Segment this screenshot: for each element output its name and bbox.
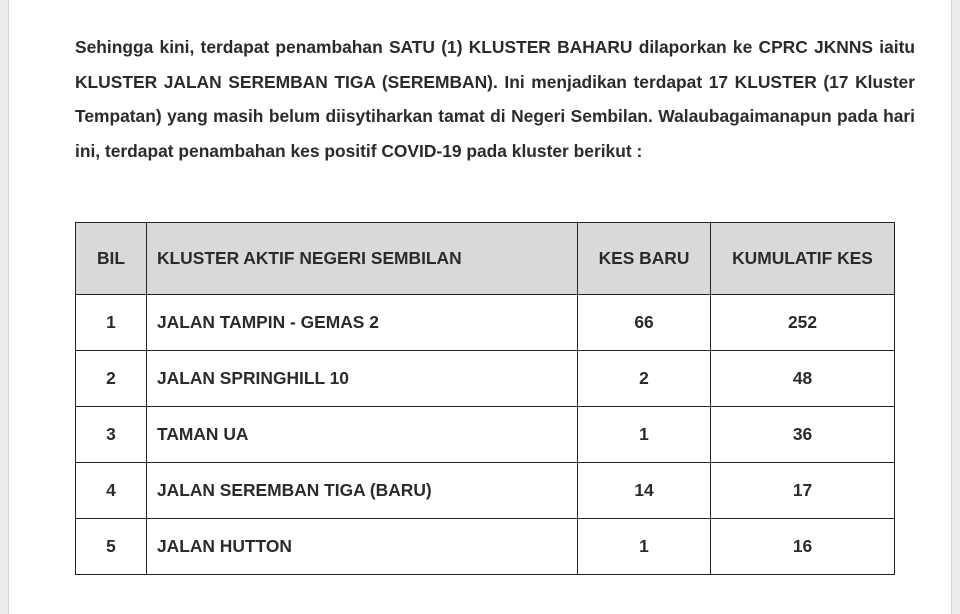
cell-bil: 2 — [76, 351, 147, 407]
cell-kes-baru: 1 — [578, 407, 711, 463]
cell-kes-baru: 2 — [578, 351, 711, 407]
document-page — [8, 0, 952, 614]
cell-kumulatif: 252 — [711, 295, 895, 351]
cell-kluster: JALAN SPRINGHILL 10 — [147, 351, 578, 407]
cell-kes-baru: 1 — [578, 519, 711, 575]
intro-line: JKNNS iaitu KLUSTER JALAN SEREMBAN TIGA (SEREMBAN). Ini menjadikan terdapat 17 — [75, 37, 915, 92]
cell-kluster: JALAN SEREMBAN TIGA (BARU) — [147, 463, 578, 519]
table-row — [76, 295, 895, 351]
cell-bil: 4 — [76, 463, 147, 519]
header-kumulatif: KUMULATIF KES — [711, 223, 895, 295]
cell-kumulatif: 48 — [711, 351, 895, 407]
intro-line: KLUSTER (17 Kluster Tempatan) yang masih belum diisytiharkan tamat di Negeri Sembilan. — [75, 71, 915, 126]
cell-bil: 5 — [76, 519, 147, 575]
intro-line: berikut : — [573, 140, 643, 161]
cell-kluster: TAMAN UA — [147, 407, 578, 463]
table-header-row — [76, 223, 895, 295]
header-bil: BIL — [76, 223, 147, 295]
cell-kumulatif: 16 — [711, 519, 895, 575]
cell-bil: 3 — [76, 407, 147, 463]
header-kes-baru: KES BARU — [578, 223, 711, 295]
cell-bil: 1 — [76, 295, 147, 351]
cluster-table — [75, 222, 895, 575]
table-row — [76, 407, 895, 463]
intro-line: Walaubagaimanapun pada hari ini, terdapat penambahan kes positif COVID-19 pada kluster — [75, 106, 915, 161]
table-row — [76, 351, 895, 407]
cell-kumulatif: 36 — [711, 407, 895, 463]
intro-line: Sehingga kini, terdapat penambahan SATU (1) KLUSTER BAHARU dilaporkan ke CPRC — [75, 37, 815, 57]
intro-paragraph — [75, 30, 915, 168]
cell-kluster: JALAN TAMPIN - GEMAS 2 — [147, 295, 578, 351]
table-row — [76, 519, 895, 575]
table-row — [76, 463, 895, 519]
cell-kumulatif: 17 — [711, 463, 895, 519]
cell-kes-baru: 66 — [578, 295, 711, 351]
cell-kes-baru: 14 — [578, 463, 711, 519]
header-kluster: KLUSTER AKTIF NEGERI SEMBILAN — [147, 223, 578, 295]
cell-kluster: JALAN HUTTON — [147, 519, 578, 575]
